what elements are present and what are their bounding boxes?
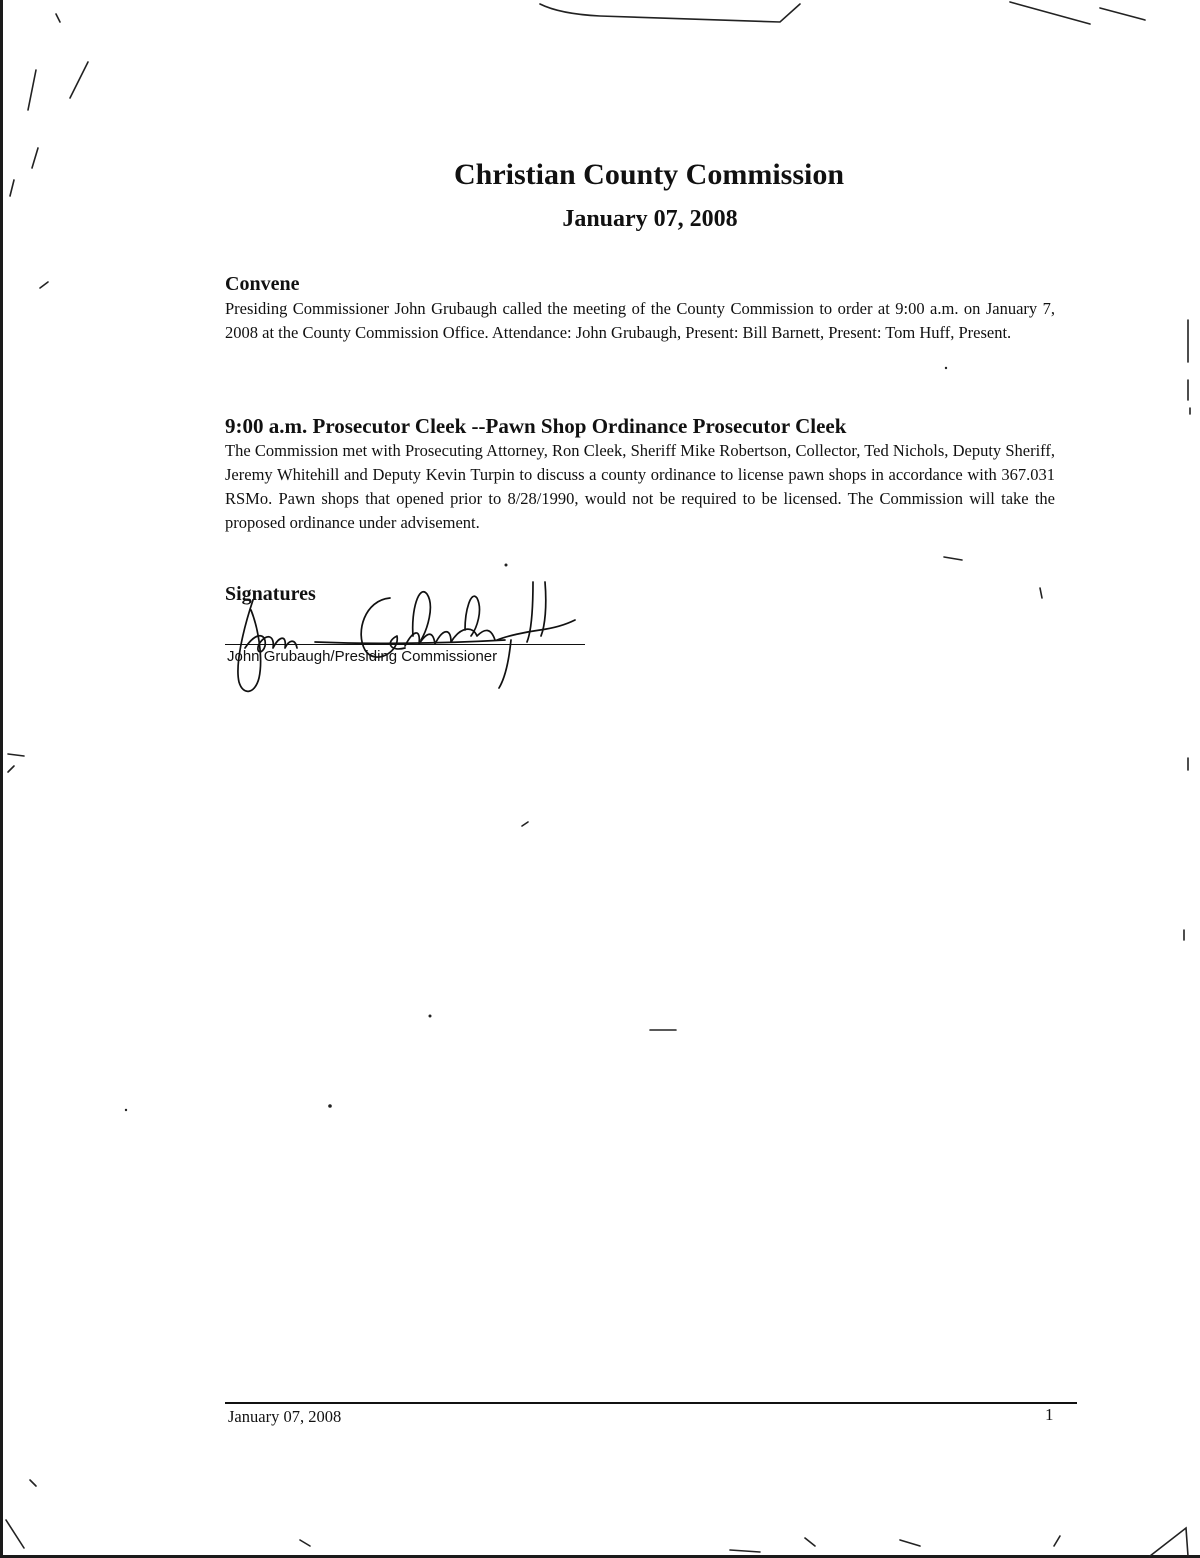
footer-date: January 07, 2008 <box>228 1407 342 1426</box>
section-body: The Commission met with Prosecuting Attorney, Ron Cleek, Sheriff Mike Robertson, Collector, Ted Nichols, Deputy Sheriff, Jeremy Whitehill and Deputy Kevin Turpin to discuss a county ordinance to license pawn shops in accordance with 367.031 RSMo. Pawn shops that opened prior to 8/28/1990, would not be required to be licensed. The Commission will take the proposed ordinance under advisement. <box>225 441 1055 532</box>
document-title: Christian County Commission <box>453 158 845 191</box>
section-heading: 9:00 a.m. Prosecutor Cleek --Pawn Shop Ordinance Prosecutor Cleek <box>225 414 847 438</box>
scan-edge-left <box>0 0 3 1558</box>
document-date: January 07, 2008 <box>562 206 738 232</box>
footer-rule <box>225 1402 1077 1404</box>
signatures-heading: Signatures <box>225 583 316 605</box>
section-convene <box>225 272 1055 345</box>
signature-caption: John Grubaugh/Presiding Commissioner <box>227 648 498 665</box>
section-pawn-shop-ordinance <box>225 414 1055 535</box>
handwritten-signature <box>215 570 585 710</box>
section-body: Presiding Commissioner John Grubaugh called the meeting of the County Commission to order at 9:00 a.m. on January 7, 2008 at the County Commission Office. Attendance: John Grubaugh, Present: Bill Barnett, Present: Tom Huff, Present. <box>225 299 1055 342</box>
signature-block <box>225 580 605 710</box>
section-heading: Convene <box>225 273 300 295</box>
page-number: 1 <box>1045 1405 1054 1424</box>
